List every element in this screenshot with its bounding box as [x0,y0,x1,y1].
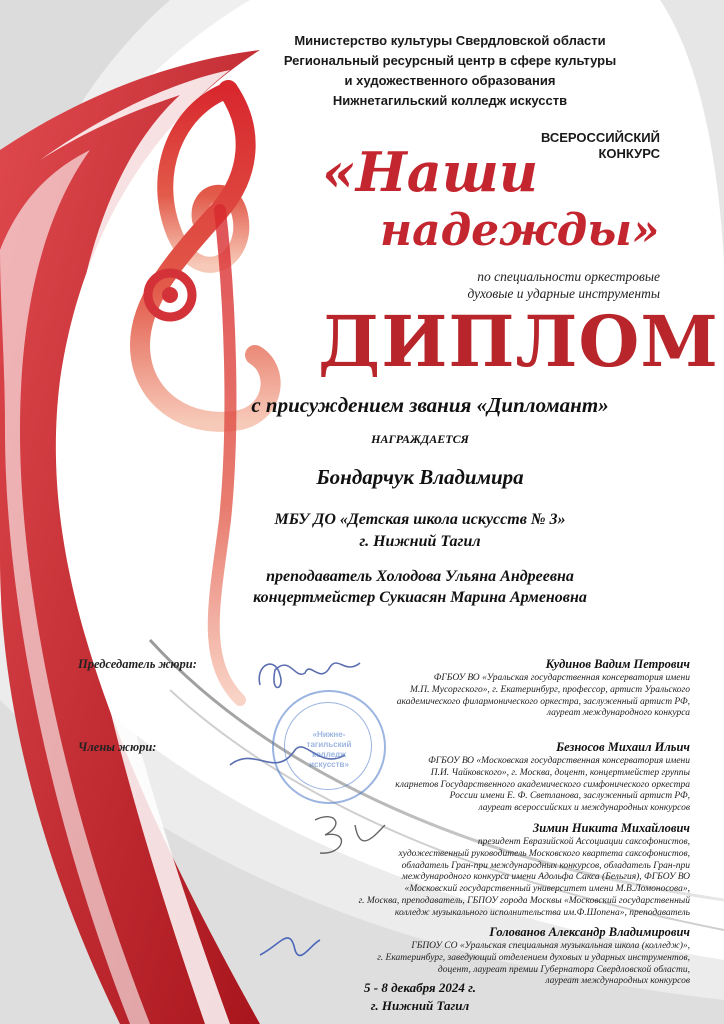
desc-line: г. Екатеринбург, заведующий отделением духовых и ударных инструментов, [377,952,690,963]
recipient-name: Бондарчук Владимира [316,465,524,489]
desc-line: лауреат международных конкурсов [545,976,690,987]
contest-name-line1: «Наши [322,140,539,204]
desc-line: ФГБОУ ВО «Уральская государственная консерватория имени [433,673,690,683]
desc-line: «Московский государственный университет имени М.В.Ломоносова», [404,884,690,895]
teacher-line: преподаватель Холодова Ульяна Андреевна [266,568,574,585]
jury-member-name: Зимин Никита Михайлович [532,821,690,835]
desc-line: ГБПОУ СО «Уральская специальная музыкальная школа (колледж)», [411,941,690,951]
header-line-education: и художественного образования [344,73,556,88]
event-dates: 5 - 8 декабря 2024 г. [364,980,476,995]
contest-label-line2: КОНКУРС [598,146,660,161]
accompanist-line: концертмейстер Сукиасян Марина Арменовна [253,589,587,606]
stamp-center-text: «Нижне-тагильский колледж искусств» [306,730,352,769]
diploma-title: ДИПЛОМ [318,300,719,383]
header-line-college: Нижнетагильский колледж искусств [332,93,568,108]
jury-members-label: Члены жюри: [78,740,157,754]
desc-line: ФГБОУ ВО «Московская государственная консерватория имени [428,756,690,766]
jury-chair-label: Председатель жюри: [78,657,197,671]
desc-line: художественный руководитель Московского квартета саксофонистов, [398,848,690,859]
event-city: г. Нижний Тагил [370,998,470,1013]
desc-line: кларнетов Государственного академического симфонического оркестра [395,779,690,790]
desc-line: международного конкурса имени Адольфа Сакса (Бельгия), ФГБОУ ВО [401,872,690,883]
desc-line: лауреат всероссийских и международных конкурсов [478,803,690,814]
desc-line: лауреат международного конкурса [546,708,690,719]
desc-line: П.И. Чайковского», г. Москва, доцент, концертмейстер группы [430,767,690,778]
school-city: г. Нижний Тагил [359,533,481,550]
specialty-line1: по специальности оркестровые [477,269,660,284]
member-signature [255,920,325,970]
jury-member-name: Голованов Александр Владимирович [489,925,690,939]
jury-member-name: Безносов Михаил Ильич [556,740,690,754]
desc-line: академического филармонического оркестра, заслуженный артист РФ, [396,696,690,707]
school-name: МБУ ДО «Детская школа искусств № 3» [274,511,566,528]
jury-chair-name: Кудинов Вадим Петрович [545,657,690,671]
desc-line: М.П. Мусоргского», г. Екатеринбург, профессор, артист Уральского [409,684,690,695]
stamp [272,690,386,804]
contest-specialty [370,268,660,302]
desc-line: президент Евразийской Ассоциации саксофонистов, [477,837,690,847]
desc-line: г. Москва, преподаватель, ГБПОУ города Москвы «Московский государственный [358,895,690,906]
award-text: с присуждением звания «Дипломант» [251,393,609,417]
contest-name-line2: надежды» [380,205,660,256]
header-line-center: Региональный ресурсный центр в сфере культуры [283,53,617,68]
header-line-ministry: Министерство культуры Свердловской области [294,33,606,48]
desc-line: России имени Е. Ф. Светланова, заслуженный артист РФ, [449,791,690,802]
awarded-label: НАГРАЖДАЕТСЯ [371,432,469,446]
contest-label-line1: ВСЕРОССИЙСКИЙ [540,130,660,145]
specialty-line2: духовые и ударные инструменты [467,286,660,301]
member-signature [305,805,395,865]
desc-line: обладатель Гран-при международных конкурсов, обладатель Гран-при [401,860,690,871]
desc-line: колледж музыкального исполнительства им.Ф.Шопена», преподаватель [394,907,690,918]
desc-line: доцент, лауреат премии Губернатора Свердловской области, [437,964,690,975]
